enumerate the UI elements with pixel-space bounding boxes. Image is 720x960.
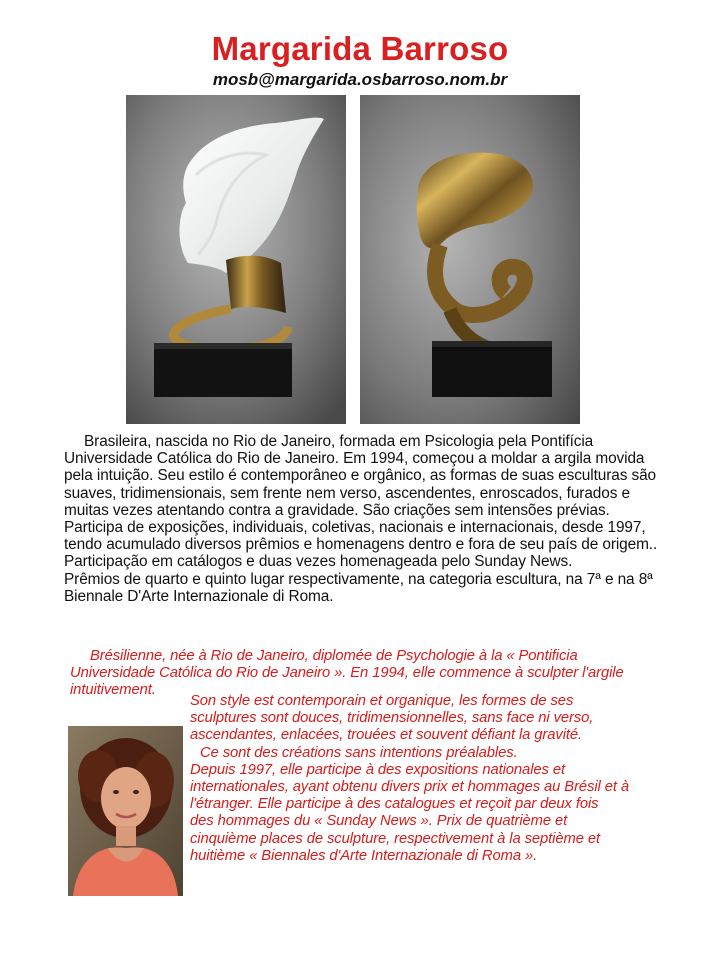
fr-line: intuitivement. [70,682,156,699]
fr-line: ascendantes, enlacées, trouées et souvent défiant la gravité. [190,727,583,744]
sculpture-photo-2 [360,95,580,424]
fr-line: des hommages du « Sunday News ». Prix de quatrième et [190,813,568,830]
pt-line: Brasileira, nascida no Rio de Janeiro, formada em Psicologia pela Pontifícia [84,433,594,450]
pt-line: Biennale D'Arte Internazionale di Roma. [64,587,334,605]
pt-line: Participa de exposições, individuais, coletivas, nacionais e internacionais, desde 1997, [64,519,646,537]
french-biography-intro [70,648,624,700]
sculpture-photo-1 [126,95,346,424]
portuguese-biography [64,433,664,605]
fr-line: sculptures sont douces, tridimensionnelles, sans face ni verso, [190,710,594,727]
fr-line: Brésilienne, née à Rio de Janeiro, diplomée de Psychologie à la « Pontificia [90,648,578,664]
pt-line: pela intuição. Seu estilo é contemporâneo e orgânico, as formas de suas esculturas são [64,467,656,485]
fr-line: l'étranger. Elle participe à des catalogues et reçoit par deux fois [190,796,599,813]
pt-line: Participação em catálogos e duas vezes homenageada pelo Sunday News. [64,553,573,571]
pt-line: tendo acumulado diversos prêmios e homenagens dentro e fora de seu país de origem.. [64,536,658,554]
french-biography-main [190,693,629,865]
pt-line: suaves, tridimensionais, sem frente nem verso, ascendentes, enroscados, furados e [64,484,630,502]
fr-line: cinquième places de sculpture, respectivement à la septième et [190,830,600,847]
fr-line: internationales, ayant obtenu divers prix et hommages au Brésil et à [190,779,630,796]
fr-line: huitième « Biennales d'Arte Internazionale di Roma ». [190,847,538,864]
pt-line: Prêmios de quarto e quinto lugar respectivamente, na categoria escultura, na 7ª e na 8ª [64,570,653,588]
fr-line: Depuis 1997, elle participe à des expositions nationales et [190,761,565,778]
fr-line: Ce sont des créations sans intentions préalables. [200,744,518,761]
pt-line: Universidade Católica do Rio de Janeiro. Em 1994, começou a moldar a argila movida [64,450,645,468]
fr-line: Son style est contemporain et organique, les formes de ses [190,693,574,709]
fr-line: Universidade Católica do Rio de Janeiro ». En 1994, elle commence à sculpter l'argile [70,665,624,682]
pt-line: muitas vezes atentando contra a gravidade. São criações sem intensões prévias. [64,501,610,519]
artist-name: Margarida Barroso [211,30,509,67]
artist-portrait [68,726,183,896]
artist-email[interactable]: mosb@margarida.osbarroso.nom.br [212,70,508,89]
